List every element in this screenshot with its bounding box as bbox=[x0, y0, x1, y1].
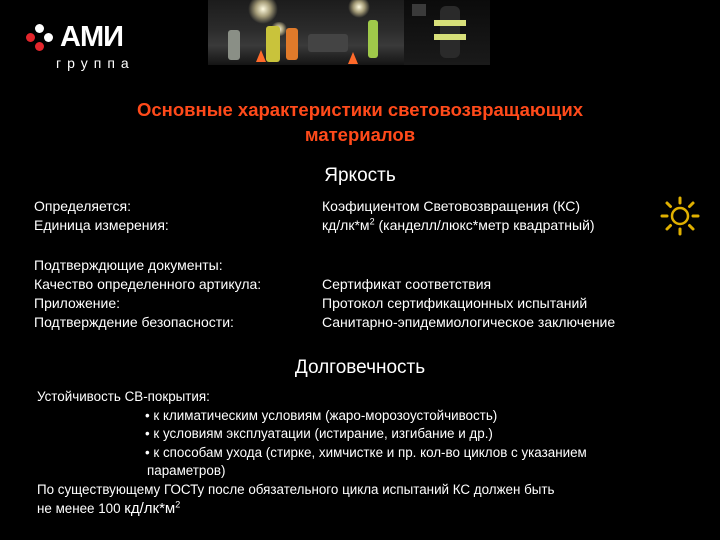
min-prefix: не менее 100 bbox=[37, 500, 125, 516]
label-article-quality: Качество определенного артикула: bbox=[34, 276, 262, 292]
logo-subtitle: группа bbox=[56, 55, 135, 71]
header-photo-right bbox=[404, 0, 490, 65]
logo-dots-icon bbox=[26, 24, 54, 52]
bullet-climate: • к климатическим условиям (жаро-морозоустойчивость) bbox=[145, 407, 498, 423]
unit-suffix: (канделл/люкс*метр квадратный) bbox=[374, 217, 595, 233]
unit-prefix: кд/лк*м bbox=[322, 217, 370, 233]
ami-logo bbox=[26, 18, 135, 71]
brightness-labels bbox=[34, 197, 169, 235]
section-heading-brightness: Яркость bbox=[324, 165, 396, 186]
label-unit: Единица измерения: bbox=[34, 217, 169, 233]
documents-labels bbox=[34, 256, 261, 332]
gost-line: По существующему ГОСТу после обязательного цикла испытаний КС должен быть bbox=[37, 481, 555, 497]
value-sanitary-conclusion: Санитарно-эпидемиологическое заключение bbox=[322, 314, 616, 330]
value-test-protocol: Протокол сертификационных испытаний bbox=[322, 295, 588, 311]
durability-body bbox=[37, 388, 697, 518]
brightness-values bbox=[322, 197, 595, 235]
bullet-usage: • к условиям эксплуатации (истирание, изгибание и др.) bbox=[145, 426, 493, 442]
value-defined-by: Коэфициентом Световозвращения (КС) bbox=[322, 198, 581, 214]
durability-intro: Устойчивость СВ-покрытия: bbox=[37, 389, 210, 404]
label-defined-by: Определяется: bbox=[34, 198, 132, 214]
bullet-care: • к способам ухода (стирке, химчистке и пр. кол-во циклов с указанием bbox=[145, 444, 587, 460]
minimum-value-line bbox=[37, 500, 697, 519]
min-unit: кд/лк*м bbox=[124, 499, 176, 517]
bullet-care-cont: параметров) bbox=[147, 463, 226, 479]
title-line-1: Основные характеристики световозвращающих bbox=[137, 99, 583, 120]
sun-icon bbox=[660, 196, 700, 236]
value-unit bbox=[322, 216, 595, 235]
documents-values bbox=[322, 275, 615, 332]
slide-title bbox=[40, 97, 680, 147]
min-sup: 2 bbox=[175, 499, 181, 510]
label-confirming-docs: Подтверждющие документы: bbox=[34, 257, 223, 273]
title-line-2: материалов bbox=[304, 124, 416, 145]
logo-wordmark: АМИ bbox=[60, 21, 123, 53]
value-certificate: Сертификат соответствия bbox=[322, 276, 492, 292]
label-appendix: Приложение: bbox=[34, 295, 121, 311]
label-safety: Подтверждение безопасности: bbox=[34, 314, 234, 330]
unit-sup: 2 bbox=[369, 216, 375, 227]
section-heading-durability: Долговечность bbox=[294, 357, 426, 378]
